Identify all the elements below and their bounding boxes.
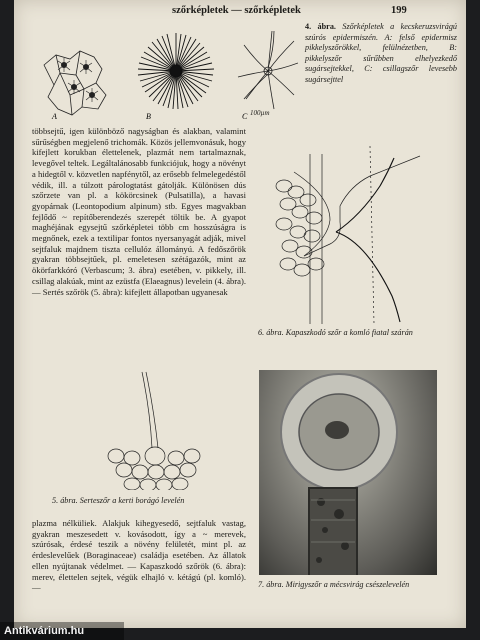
running-head <box>14 5 466 21</box>
figure-4 <box>36 25 298 123</box>
figure-4-scale: 100µm <box>250 109 270 117</box>
bottom-text-column <box>32 518 246 593</box>
panel-label-b: B <box>146 112 151 121</box>
book-page <box>14 0 466 628</box>
figure-6-drawing <box>270 146 430 324</box>
figure-4-caption-label: 4. ábra. <box>305 22 336 31</box>
figure-6-caption: 6. ábra. Kapaszkodó szőr a komló fiatal szárán <box>258 328 413 337</box>
figure-5-drawing <box>104 370 214 490</box>
bottom-paragraph: plazma nélküliek. Alakjuk kihegyesedő, sejtfaluk vastag, gyakran meszesedett v. kovásodott, így a ~ merevek, szúrósak, érdesé teszik a növény felületét, mint pl. az érdeslevelűek (Boraginaceae) családja esetében. Az állatok ellen nyújtanak védelmet. — Kapaszkodó szőrök (6. ábra): merev, élettelen sejtek, végük elhajló v. kétágú (pl. komló). — <box>32 518 246 593</box>
figure-5 <box>104 370 214 490</box>
page-number: 199 <box>391 5 407 16</box>
figure-5-caption: 5. ábra. Serteszőr a kerti borágó levelén <box>52 496 185 505</box>
figure-4-caption <box>305 22 457 86</box>
panel-label-a: A <box>52 112 57 121</box>
figure-6 <box>270 146 430 324</box>
figure-4-caption-text: Szőrképletek a kecskeruzsvirágú szúrós epidermiszén. A: felső epidermisz pikkelyszőrökkel, felülnézetben, B: pikkelyszőr sűrűbben elhelyezkedő sugársejtekkel, C: csillagszőr levesebb sugársejttel <box>305 22 458 84</box>
figure-7-caption: 7. ábra. Mirigyszőr a mécsvirág csészelevelén <box>258 580 410 589</box>
main-paragraph: többsejtű, igen különböző nagyságban és alakban, valamint sűrűségben megjelenő trichomák. Közös jellemvonásuk, hogy kifejlett korukban élettelenek, plazmát nem tartalmaznak, levegővel teltek. Legáltalánosabb funkciójuk, hogy a növényt a hidegtől v. közvetlen napfénytől, az erősebb felmelegedéstől védik, ill. a túlzott párologtatást gátolják. Különösen dús szőrzete van pl. a kökörcsinek (Pulsatilla), a havasi gyopárnak (Leontopodium alpinum) stb. Egyes magvakban fejlődő ~ repítőberendezés szerepét töltik be. A gyapot maghéjának egysejtű szőrképletei több cm hosszúságra is megnőnek, ezek a textilipar fontos nyersanyagát adják, mivel sejtfaluk majdnem tiszta cellulóz állományú. A fedőszőrök gyakran többsejtűek, pl. emeletesen szétágazók, mint az ökörfarkkóró (Verbascum; 3. ábra) esetében, v. pikkely, ill. csillag alakúak, mint az ezüstfa (Elaeagnus) levelein (4. ábra). — Sertés szőrök (5. ábra): kifejlett állapotban ugyanesak <box>32 126 246 297</box>
running-title: szőrképletek — szőrképletek <box>172 5 301 16</box>
main-text-column <box>32 126 246 297</box>
watermark: Antikvárium.hu <box>0 622 124 640</box>
figure-7-photo <box>259 370 437 575</box>
panel-label-c: C <box>242 112 248 121</box>
figure-7-image <box>259 370 437 575</box>
